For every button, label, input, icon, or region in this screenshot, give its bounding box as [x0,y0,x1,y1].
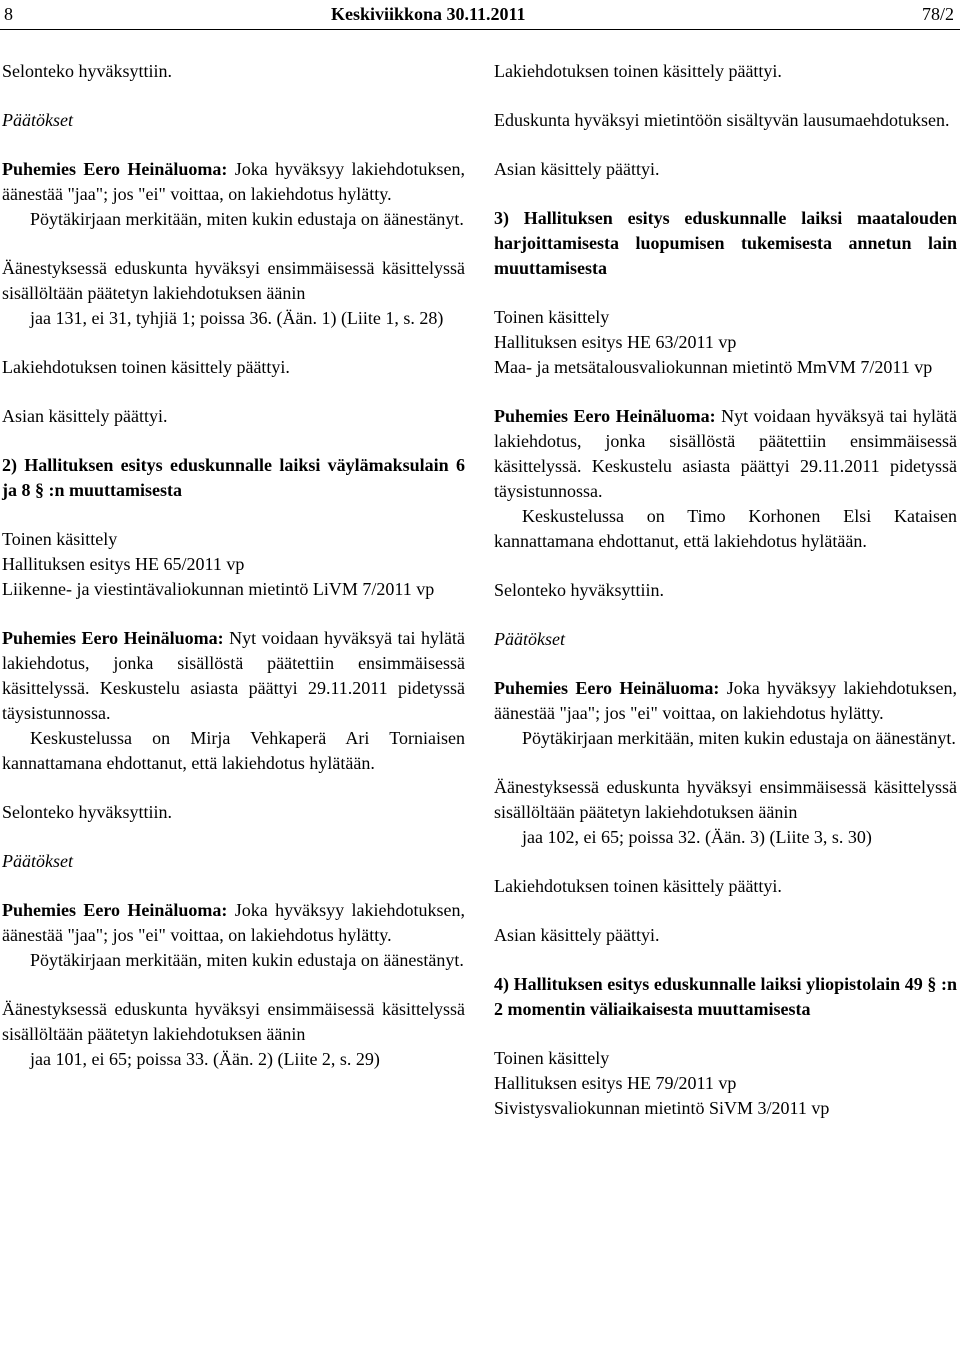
speaker-name: Puhemies Eero Heinäluoma: [2,628,224,648]
session-date: Keskiviikkona 30.11.2011 [331,4,526,24]
section-heading: Päätökset [2,110,73,130]
header-rule [0,29,960,30]
paragraph: Pöytäkirjaan merkitään, miten kukin edustaja on äänestänyt. [522,728,956,748]
paragraph: Hallituksen esitys HE 63/2011 vp [494,332,737,352]
paragraph: Liikenne- ja viestintävaliokunnan mietintö LiVM 7/2011 vp [2,579,435,599]
paragraph: Selonteko hyväksyttiin. [2,61,172,81]
paragraph: Keskustelussa on Mirja Vehkaperä Ari Torniaisen kannattamana ehdottanut, että lakiehdotus hylätään. [2,728,465,773]
section-heading: Päätökset [2,851,73,871]
paragraph: Lakiehdotuksen toinen käsittely päättyi. [494,61,782,81]
paragraph: Toinen käsittely [494,307,610,327]
paragraph: Keskustelussa on Timo Korhonen Elsi Kataisen kannattamana ehdottanut, että lakiehdotus hylätään. [494,506,957,551]
paragraph: Selonteko hyväksyttiin. [2,802,172,822]
paragraph: Lakiehdotuksen toinen käsittely päättyi. [494,876,782,896]
paragraph: Asian käsittely päättyi. [494,925,660,945]
speaker-paragraph [2,157,465,207]
speech-text: Joka hyväksyy lakiehdotuksen, äänestää "jaa"; jos "ei" voittaa, on lakiehdotus hylätty. [2,159,465,204]
paragraph: Asian käsittely päättyi. [2,406,168,426]
speech-text: Joka hyväksyy lakiehdotuksen, äänestää "jaa"; jos "ei" voittaa, on lakiehdotus hylätty. [2,900,465,945]
paragraph: Toinen käsittely [494,1048,610,1068]
left-column [2,59,465,1072]
right-column [494,59,957,1121]
page-number: 8 [4,4,13,24]
agenda-item-title: 2) Hallituksen esitys eduskunnalle laiksi väylämaksulain 6 ja 8 § :n muuttamisesta [2,455,465,500]
vote-result: jaa 101, ei 65; poissa 33. (Ään. 2) (Liite 2, s. 29) [30,1049,380,1069]
speaker-paragraph [494,404,957,504]
paragraph: Asian käsittely päättyi. [494,159,660,179]
paragraph: Äänestyksessä eduskunta hyväksyi ensimmäisessä käsittelyssä sisällöltään päätetyn lakiehdotuksen äänin [2,258,465,303]
issue-number: 78/2 [921,4,954,24]
paragraph: Äänestyksessä eduskunta hyväksyi ensimmäisessä käsittelyssä sisällöltään päätetyn lakiehdotuksen äänin [2,999,465,1044]
speaker-paragraph [494,676,957,726]
paragraph: Hallituksen esitys HE 79/2011 vp [494,1073,737,1093]
speaker-paragraph [2,898,465,948]
paragraph: Sivistysvaliokunnan mietintö SiVM 3/2011 vp [494,1098,830,1118]
vote-result: jaa 102, ei 65; poissa 32. (Ään. 3) (Liite 3, s. 30) [522,827,872,847]
paragraph: Pöytäkirjaan merkitään, miten kukin edustaja on äänestänyt. [30,950,464,970]
vote-result: jaa 131, ei 31, tyhjiä 1; poissa 36. (Ään. 1) (Liite 1, s. 28) [30,308,444,328]
agenda-item-title: 3) Hallituksen esitys eduskunnalle laiksi maatalouden harjoittamisesta luopumisen tukemisesta annetun lain muuttamisesta [494,208,957,278]
paragraph: Eduskunta hyväksyi mietintöön sisältyvän lausumaehdotuksen. [494,110,950,130]
section-heading: Päätökset [494,629,565,649]
speaker-name: Puhemies Eero Heinäluoma: [494,678,720,698]
paragraph: Maa- ja metsätalousvaliokunnan mietintö MmVM 7/2011 vp [494,357,933,377]
paragraph: Hallituksen esitys HE 65/2011 vp [2,554,245,574]
agenda-item-title: 4) Hallituksen esitys eduskunnalle laiksi yliopistolain 49 § :n 2 momentin väliaikaisesta muuttamisesta [494,974,957,1019]
paragraph: Lakiehdotuksen toinen käsittely päättyi. [2,357,290,377]
page-header [0,2,960,30]
speech-text: Nyt voidaan hyväksyä tai hylätä lakiehdotus, jonka sisällöstä päätettiin ensimmäisessä käsittelyssä. Keskustelu asiasta päättyi 29.11.2011 pidetyssä täysistunnossa. [494,406,958,501]
speech-text: Nyt voidaan hyväksyä tai hylätä lakiehdotus, jonka sisällöstä päätettiin ensimmäisessä käsittelyssä. Keskustelu asiasta päättyi 29.11.2011 pidetyssä täysistunnossa. [2,628,466,723]
speaker-name: Puhemies Eero Heinäluoma: [2,900,228,920]
speaker-name: Puhemies Eero Heinäluoma: [494,406,716,426]
paragraph: Pöytäkirjaan merkitään, miten kukin edustaja on äänestänyt. [30,209,464,229]
paragraph: Äänestyksessä eduskunta hyväksyi ensimmäisessä käsittelyssä sisällöltään päätetyn lakiehdotuksen äänin [494,777,957,822]
paragraph: Toinen käsittely [2,529,118,549]
paragraph: Selonteko hyväksyttiin. [494,580,664,600]
speaker-paragraph [2,626,465,726]
speaker-name: Puhemies Eero Heinäluoma: [2,159,228,179]
speech-text: Joka hyväksyy lakiehdotuksen, äänestää "jaa"; jos "ei" voittaa, on lakiehdotus hylätty. [494,678,957,723]
